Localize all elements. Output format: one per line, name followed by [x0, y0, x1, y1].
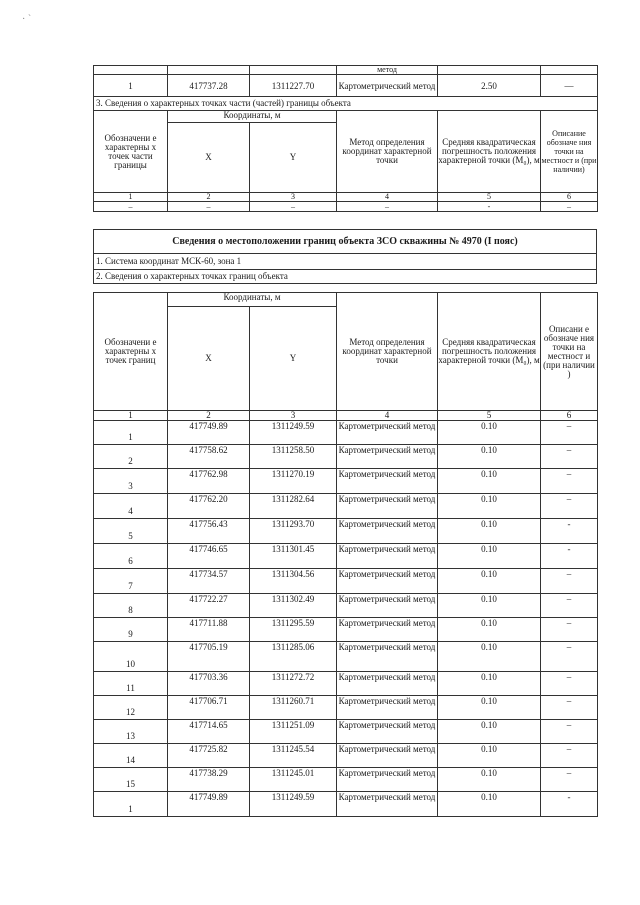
error: 0.10 [438, 696, 541, 720]
method: Картометрический метод [337, 696, 438, 720]
coord-y: 1311270.19 [250, 469, 337, 494]
error: 0.10 [438, 618, 541, 642]
dash-cell: – [337, 202, 438, 212]
coord-x: 417762.20 [168, 494, 250, 519]
header-coords: Координаты, м [168, 111, 337, 123]
table-row [94, 672, 598, 696]
coord-y: 1311301.45 [250, 544, 337, 569]
points-title: 2. Сведения о характерных точках границ объекта [94, 270, 597, 284]
error: 0.10 [438, 744, 541, 768]
table-row [94, 544, 598, 569]
description: — [541, 75, 598, 97]
table-row [94, 618, 598, 642]
header-y: Y [250, 123, 337, 193]
fragment-cell [94, 66, 168, 75]
point-number: 1 [94, 75, 168, 97]
scan-artifact: · ˋ [22, 14, 32, 25]
point-number: 8 [94, 594, 168, 618]
method: Картометрический метод [337, 519, 438, 544]
coord-x: 417738.29 [168, 768, 250, 792]
coord-x: 417749.89 [168, 792, 250, 817]
header-error: Средняя квадратическая погрешность положения характерной точки (M₀), м [438, 293, 541, 411]
point-number: 5 [94, 519, 168, 544]
header-point: Обозначени е характерны х точек границ [94, 293, 168, 411]
error: 0.10 [438, 672, 541, 696]
error: 0.10 [438, 519, 541, 544]
coord-y: 1311285.06 [250, 642, 337, 672]
description: – [541, 594, 598, 618]
table-row [94, 594, 598, 618]
header-desc: Описани е обозначе ния точки на местност и (при наличии ) [541, 293, 598, 411]
method: Картометрический метод [337, 544, 438, 569]
section-header-table [93, 229, 597, 284]
point-number: 1 [94, 421, 168, 445]
coord-x: 417706.71 [168, 696, 250, 720]
error: 0.10 [438, 469, 541, 494]
method: Картометрический метод [337, 421, 438, 445]
method: Картометрический метод [337, 494, 438, 519]
table-row [94, 421, 598, 445]
continuation-table [93, 65, 598, 212]
method: Картометрический метод [337, 642, 438, 672]
error: 0.10 [438, 421, 541, 445]
col-number: 5 [438, 193, 541, 202]
error: 0.10 [438, 544, 541, 569]
dash-cell: – [541, 202, 598, 212]
dash-cell: – [250, 202, 337, 212]
point-number: 13 [94, 720, 168, 744]
fragment-cell [168, 66, 250, 75]
point-number: 1 [94, 792, 168, 817]
col-number: 6 [541, 411, 598, 421]
coord-y: 1311260.71 [250, 696, 337, 720]
fragment-cell [438, 66, 541, 75]
coord-y: 1311249.59 [250, 792, 337, 817]
fragment-method: метод [337, 66, 438, 75]
error: 0.10 [438, 642, 541, 672]
description: – [541, 720, 598, 744]
error: 0.10 [438, 494, 541, 519]
error: 0.10 [438, 594, 541, 618]
points-table [93, 292, 598, 817]
coord-x: 417737.28 [168, 75, 250, 97]
fragment-cell [250, 66, 337, 75]
section3-title: 3. Сведения о характерных точках части (частей) границы объекта [94, 97, 598, 111]
coord-y: 1311258.50 [250, 445, 337, 469]
coord-y: 1311272.72 [250, 672, 337, 696]
table-row [94, 469, 598, 494]
coord-y: 1311304.56 [250, 569, 337, 594]
description: – [541, 744, 598, 768]
error: 0.10 [438, 445, 541, 469]
dash-cell: – [94, 202, 168, 212]
table-row [94, 569, 598, 594]
table-row [94, 768, 598, 792]
header-method: Метод определения координат характерной точки [337, 111, 438, 193]
table-row [94, 696, 598, 720]
coord-x: 417711.88 [168, 618, 250, 642]
description: – [541, 569, 598, 594]
col-number: 1 [94, 411, 168, 421]
method: Картометрический метод [337, 720, 438, 744]
method: Картометрический метод [337, 672, 438, 696]
description: – [541, 421, 598, 445]
description: – [541, 445, 598, 469]
method: Картометрический метод [337, 744, 438, 768]
method: Картометрический метод [337, 768, 438, 792]
description: – [541, 618, 598, 642]
coord-y: 1311293.70 [250, 519, 337, 544]
header-point: Обозначени е характерны х точек части границы [94, 111, 168, 193]
coord-x: 417746.65 [168, 544, 250, 569]
coord-x: 417714.65 [168, 720, 250, 744]
coord-x: 417756.43 [168, 519, 250, 544]
point-number: 12 [94, 696, 168, 720]
col-number: 5 [438, 411, 541, 421]
coord-y: 1311282.64 [250, 494, 337, 519]
table-row [94, 445, 598, 469]
point-number: 2 [94, 445, 168, 469]
description: – [541, 469, 598, 494]
point-number: 3 [94, 469, 168, 494]
coord-y: 1311302.49 [250, 594, 337, 618]
dash-cell: – [168, 202, 250, 212]
point-number: 9 [94, 618, 168, 642]
header-method: Метод определения координат характерной точки [337, 293, 438, 411]
description: – [541, 672, 598, 696]
method: Картометрический метод [337, 618, 438, 642]
point-number: 4 [94, 494, 168, 519]
table-row [94, 642, 598, 672]
header-x: X [168, 307, 250, 411]
point-number: 11 [94, 672, 168, 696]
point-number: 15 [94, 768, 168, 792]
method: Картометрический метод [337, 75, 438, 97]
coord-x: 417725.82 [168, 744, 250, 768]
error: 2.50 [438, 75, 541, 97]
error: 0.10 [438, 768, 541, 792]
coord-y: 1311227.70 [250, 75, 337, 97]
table-row [94, 792, 598, 817]
coord-x: 417722.27 [168, 594, 250, 618]
table-row [94, 494, 598, 519]
col-number: 4 [337, 193, 438, 202]
method: Картометрический метод [337, 445, 438, 469]
method: Картометрический метод [337, 569, 438, 594]
description: – [541, 768, 598, 792]
error: 0.10 [438, 720, 541, 744]
description: – [541, 696, 598, 720]
header-error: Средняя квадратическая погрешность положения характерной точки (M₀), м [438, 111, 541, 193]
description: - [541, 544, 598, 569]
section-title: Сведения о местоположении границ объекта ЗСО скважины № 4970 (I пояс) [94, 230, 597, 254]
coord-x: 417762.98 [168, 469, 250, 494]
coord-y: 1311295.59 [250, 618, 337, 642]
point-number: 7 [94, 569, 168, 594]
table-row [94, 744, 598, 768]
point-number: 6 [94, 544, 168, 569]
description: - [541, 519, 598, 544]
col-number: 4 [337, 411, 438, 421]
description: – [541, 494, 598, 519]
col-number: 3 [250, 193, 337, 202]
coord-x: 417703.36 [168, 672, 250, 696]
fragment-cell [541, 66, 598, 75]
description: – [541, 642, 598, 672]
error: 0.10 [438, 569, 541, 594]
method: Картометрический метод [337, 594, 438, 618]
header-y: Y [250, 307, 337, 411]
coord-y: 1311245.54 [250, 744, 337, 768]
col-number: 2 [168, 411, 250, 421]
coord-y: 1311245.01 [250, 768, 337, 792]
error: 0.10 [438, 792, 541, 817]
header-x: X [168, 123, 250, 193]
col-number: 3 [250, 411, 337, 421]
col-number: 1 [94, 193, 168, 202]
header-coords: Координаты, м [168, 293, 337, 307]
table-row [94, 519, 598, 544]
coord-y: 1311249.59 [250, 421, 337, 445]
method: Картометрический метод [337, 792, 438, 817]
description: - [541, 792, 598, 817]
method: Картометрический метод [337, 469, 438, 494]
coord-y: 1311251.09 [250, 720, 337, 744]
coord-x: 417705.19 [168, 642, 250, 672]
coord-x: 417749.89 [168, 421, 250, 445]
col-number: 6 [541, 193, 598, 202]
dash-cell: - [438, 202, 541, 212]
point-number: 10 [94, 642, 168, 672]
coord-system: 1. Система координат МСК-60, зона 1 [94, 254, 597, 270]
header-desc: Описание обозначе ния точки на местност и (при наличии) [541, 111, 598, 193]
point-number: 14 [94, 744, 168, 768]
coord-x: 417734.57 [168, 569, 250, 594]
table-row [94, 720, 598, 744]
col-number: 2 [168, 193, 250, 202]
coord-x: 417758.62 [168, 445, 250, 469]
